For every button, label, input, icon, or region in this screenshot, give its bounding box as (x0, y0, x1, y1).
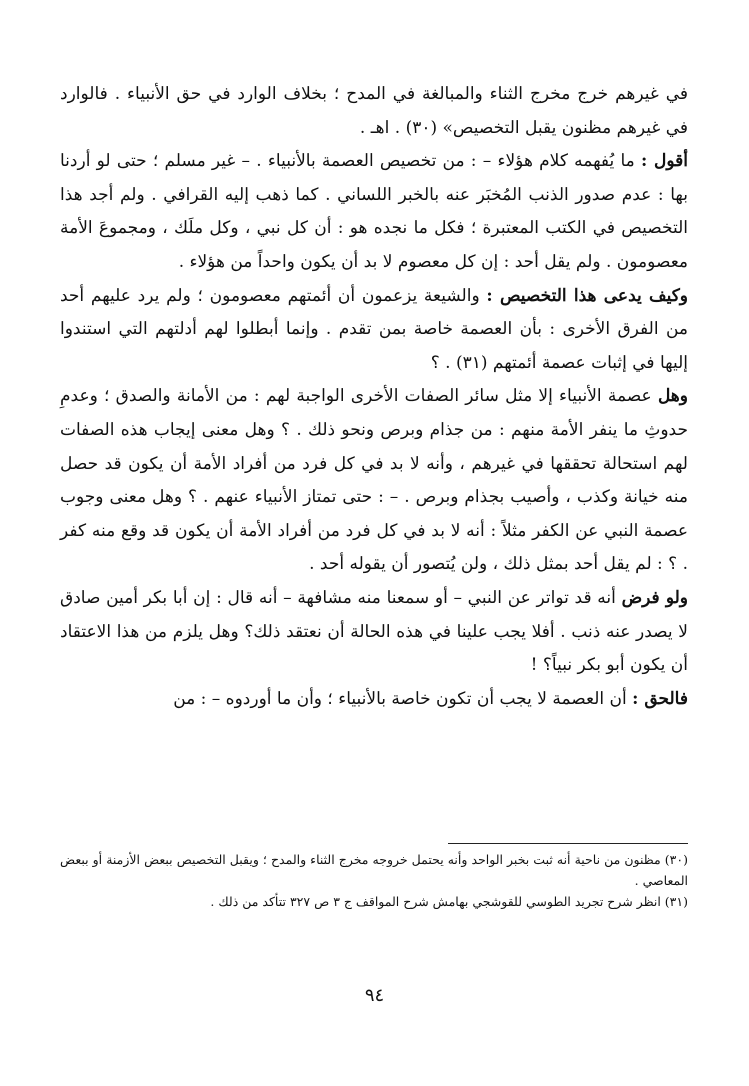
footnotes (60, 849, 688, 912)
footnote-30: (٣٠) مظنون من ناحية أنه ثبت بخبر الواحد وأنه يحتمل خروجه مخرج الثناء والمدح ؛ ويقبل التخصيص ببعض الأزمنة أو ببعض المعاصي . (60, 852, 688, 888)
paragraph-6 (60, 683, 688, 717)
paragraph-3-text: والشيعة يزعمون أن أئمتهم معصومون ؛ ولم يرد عليهم أحد من الفرق الأخرى : بأن العصمة خاصة بمن تقدم . وإنما أبطلوا لهم أدلتهم التي استندوا إليها في إثبات عصمة أئمتهم (٣١) . ؟ (60, 285, 688, 373)
paragraph-5-lead: ولو فرض (621, 587, 689, 608)
paragraph-2-lead: أقول : (641, 151, 688, 172)
paragraph-5-text: أنه قد تواتر عن النبي – أو سمعنا منه مشافهة – أنه قال : إن أبا بكر أمين صادق لا يصدر عنه ذنب . أفلا يجب علينا في هذه الحالة أن نعتقد ذلك؟ وهل يلزم من هذا الاعتقاد أن يكون أبو بكر نبياً؟ ! (60, 587, 688, 676)
paragraph-3 (60, 280, 688, 381)
paragraph-2-text: ما يُفهمه كلام هؤلاء – : من تخصيص العصمة بالأنبياء . – غير مسلم ؛ حتى لو أردنا بها : عدم صدور الذنب المُخبَر عنه بالخبر اللساني . كما ذهب إليه القرافي . ولم أجد هذا التخصيص في الكتب المعتبرة ؛ فكل ما نجده هو : أن كل نبي ، وكل ملَك ، ومجموعَ الأمة معصومون . ولم يقل أحد : إن كل معصوم لا بد أن يكون واحداً من هؤلاء . (60, 151, 688, 272)
paragraph-1 (60, 78, 688, 145)
footnote-divider (448, 843, 688, 844)
paragraph-4-lead: وهل (657, 386, 688, 407)
paragraph-2 (60, 145, 688, 279)
footnote-31: (٣١) انظر شرح تجريد الطوسي للقوشجي بهامش شرح المواقف ج ٣ ص ٣٢٧ تتأكد من ذلك . (210, 894, 688, 909)
paragraph-3-lead: وكيف يدعى هذا التخصيص : (486, 285, 689, 306)
paragraph-5 (60, 582, 688, 683)
paragraph-6-lead: فالحق : (632, 688, 688, 709)
page-number: ٩٤ (364, 985, 385, 1006)
paragraph-6-text: أن العصمة لا يجب أن تكون خاصة بالأنبياء ؛ وأن ما أوردوه – : من (173, 688, 627, 709)
paragraph-4-text: عصمة الأنبياء إلا مثل سائر الصفات الأخرى الواجبة لهم : من الأمانة والصدق ؛ وعدمِ حدوثِ ما ينفر الأمة منهم : من جذام وبرص ونحو ذلك . ؟ وهل معنى إيجاب هذه الصفات لهم استحالة تحققها في غيرهم ، وأنه لا بد في كل فرد من أفراد الأمة أن يكون قد حصل منه خيانة وكذب ، وأصيب بجذام وبرص . – : حتى تمتاز الأنبياء عنهم . ؟ وهل معنى وجوب عصمة النبي عن الكفر مثلاً : أنه لا بد في كل فرد من أفراد الأمة أن يكون قد وقع منه كفر . ؟ : لم يقل أحد بمثل ذلك ، ولن يُتصور أن يقوله أحد . (60, 386, 688, 575)
paragraph-4 (60, 380, 688, 582)
main-text (60, 78, 688, 716)
paragraph-1-text: في غيرهم خرج مخرج الثناء والمبالغة في المدح ؛ بخلاف الوارد في حق الأنبياء . فالوارد في غيرهم مظنون يقبل التخصيص» (٣٠) . اهـ . (60, 84, 688, 138)
